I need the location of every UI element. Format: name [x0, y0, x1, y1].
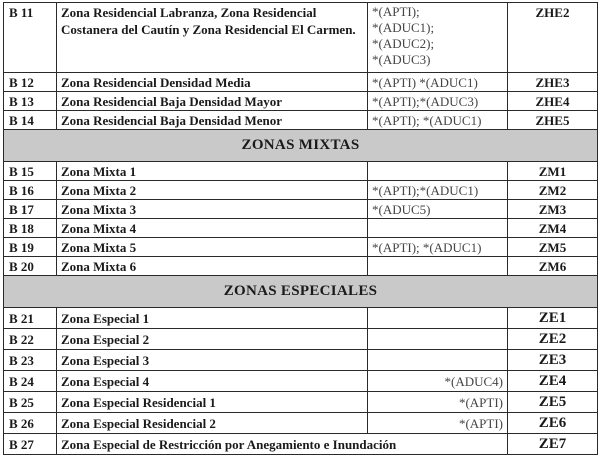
zone-code: ZE4 [508, 371, 598, 392]
zone-code: ZHE4 [508, 92, 598, 111]
zone-name: Zona Mixta 4 [57, 219, 368, 238]
zone-name: Zona Mixta 6 [57, 257, 368, 276]
zone-conditions [368, 3, 508, 73]
table-row [4, 181, 598, 200]
zone-name: Zona Mixta 5 [57, 238, 368, 257]
table-row [4, 111, 598, 130]
zone-name: Zona Residencial Densidad Media [57, 73, 368, 92]
zone-name: Zona Residencial Baja Densidad Mayor [57, 92, 368, 111]
table-row [4, 392, 598, 413]
zone-name: Zona Especial Residencial 1 [57, 392, 368, 413]
zone-conditions [368, 162, 508, 181]
zone-name: Zona Especial 1 [57, 308, 368, 329]
zone-name: Zona Residencial Baja Densidad Menor [57, 111, 368, 130]
zone-code: ZE1 [508, 308, 598, 329]
table-row [4, 371, 598, 392]
zone-code: ZE5 [508, 392, 598, 413]
zone-conditions: *(ADUC5) [368, 200, 508, 219]
table-row [4, 329, 598, 350]
row-code: B 27 [4, 434, 57, 455]
zone-code: ZM5 [508, 238, 598, 257]
zone-conditions [368, 308, 508, 329]
row-code: B 13 [4, 92, 57, 111]
row-code: B 20 [4, 257, 57, 276]
condition-line: *(ADUC3) [372, 52, 431, 67]
table-row [4, 219, 598, 238]
zone-conditions: *(ADUC4) [368, 371, 508, 392]
zone-conditions: *(APTI) [368, 392, 508, 413]
section-title: ZONAS MIXTAS [4, 130, 598, 162]
table-row [4, 413, 598, 434]
row-code: B 26 [4, 413, 57, 434]
section-header-especiales [4, 276, 598, 308]
zone-conditions [368, 350, 508, 371]
section-title: ZONAS ESPECIALES [4, 276, 598, 308]
row-code: B 24 [4, 371, 57, 392]
table-row [4, 434, 598, 455]
zone-code: ZM4 [508, 219, 598, 238]
zone-conditions: *(APTI) [368, 413, 508, 434]
zone-name: Zona Mixta 2 [57, 181, 368, 200]
zone-code: ZE3 [508, 350, 598, 371]
row-code: B 23 [4, 350, 57, 371]
row-code: B 12 [4, 73, 57, 92]
condition-line: *(ADUC2); [372, 36, 435, 51]
zone-code: ZHE3 [508, 73, 598, 92]
condition-line: *(ADUC1); [372, 20, 435, 35]
section-header-mixtas [4, 130, 598, 162]
zone-code: ZE7 [508, 434, 598, 455]
zone-code: ZM6 [508, 257, 598, 276]
zone-name: Zona Especial de Restricción por Anegamiento e Inundación [57, 434, 508, 455]
table-row [4, 92, 598, 111]
row-code: B 14 [4, 111, 57, 130]
zone-conditions [368, 329, 508, 350]
zone-code: ZE2 [508, 329, 598, 350]
zone-conditions: *(APTI);*(ADUC3) [368, 92, 508, 111]
row-code: B 17 [4, 200, 57, 219]
zoning-table [3, 2, 598, 455]
table-row [4, 308, 598, 329]
condition-line: *(APTI); [372, 4, 420, 19]
zone-conditions: *(APTI) *(ADUC1) [368, 73, 508, 92]
table-row [4, 3, 598, 73]
zone-name: Zona Especial Residencial 2 [57, 413, 368, 434]
zone-name: Zona Mixta 1 [57, 162, 368, 181]
zone-name: Zona Especial 4 [57, 371, 368, 392]
zone-name: Zona Mixta 3 [57, 200, 368, 219]
zone-name: Zona Especial 2 [57, 329, 368, 350]
row-code: B 11 [4, 3, 57, 73]
zone-conditions: *(APTI);*(ADUC1) [368, 181, 508, 200]
zone-code: ZHE5 [508, 111, 598, 130]
zone-code: ZHE2 [508, 3, 598, 73]
zone-conditions: *(APTI); *(ADUC1) [368, 238, 508, 257]
row-code: B 16 [4, 181, 57, 200]
row-code: B 15 [4, 162, 57, 181]
table-row [4, 350, 598, 371]
row-code: B 18 [4, 219, 57, 238]
row-code: B 19 [4, 238, 57, 257]
row-code: B 25 [4, 392, 57, 413]
zone-conditions [368, 219, 508, 238]
table-row [4, 200, 598, 219]
zone-code: ZM3 [508, 200, 598, 219]
table-row [4, 73, 598, 92]
row-code: B 21 [4, 308, 57, 329]
row-code: B 22 [4, 329, 57, 350]
zone-code: ZM1 [508, 162, 598, 181]
table-row [4, 238, 598, 257]
zone-code: ZE6 [508, 413, 598, 434]
zone-name: Zona Residencial Labranza, Zona Residencial Costanera del Cautín y Zona Residencial El Carmen. [57, 3, 368, 73]
zone-name: Zona Especial 3 [57, 350, 368, 371]
zone-conditions [368, 257, 508, 276]
table-row [4, 257, 598, 276]
table-row [4, 162, 598, 181]
zone-conditions: *(APTI); *(ADUC1) [368, 111, 508, 130]
zone-code: ZM2 [508, 181, 598, 200]
